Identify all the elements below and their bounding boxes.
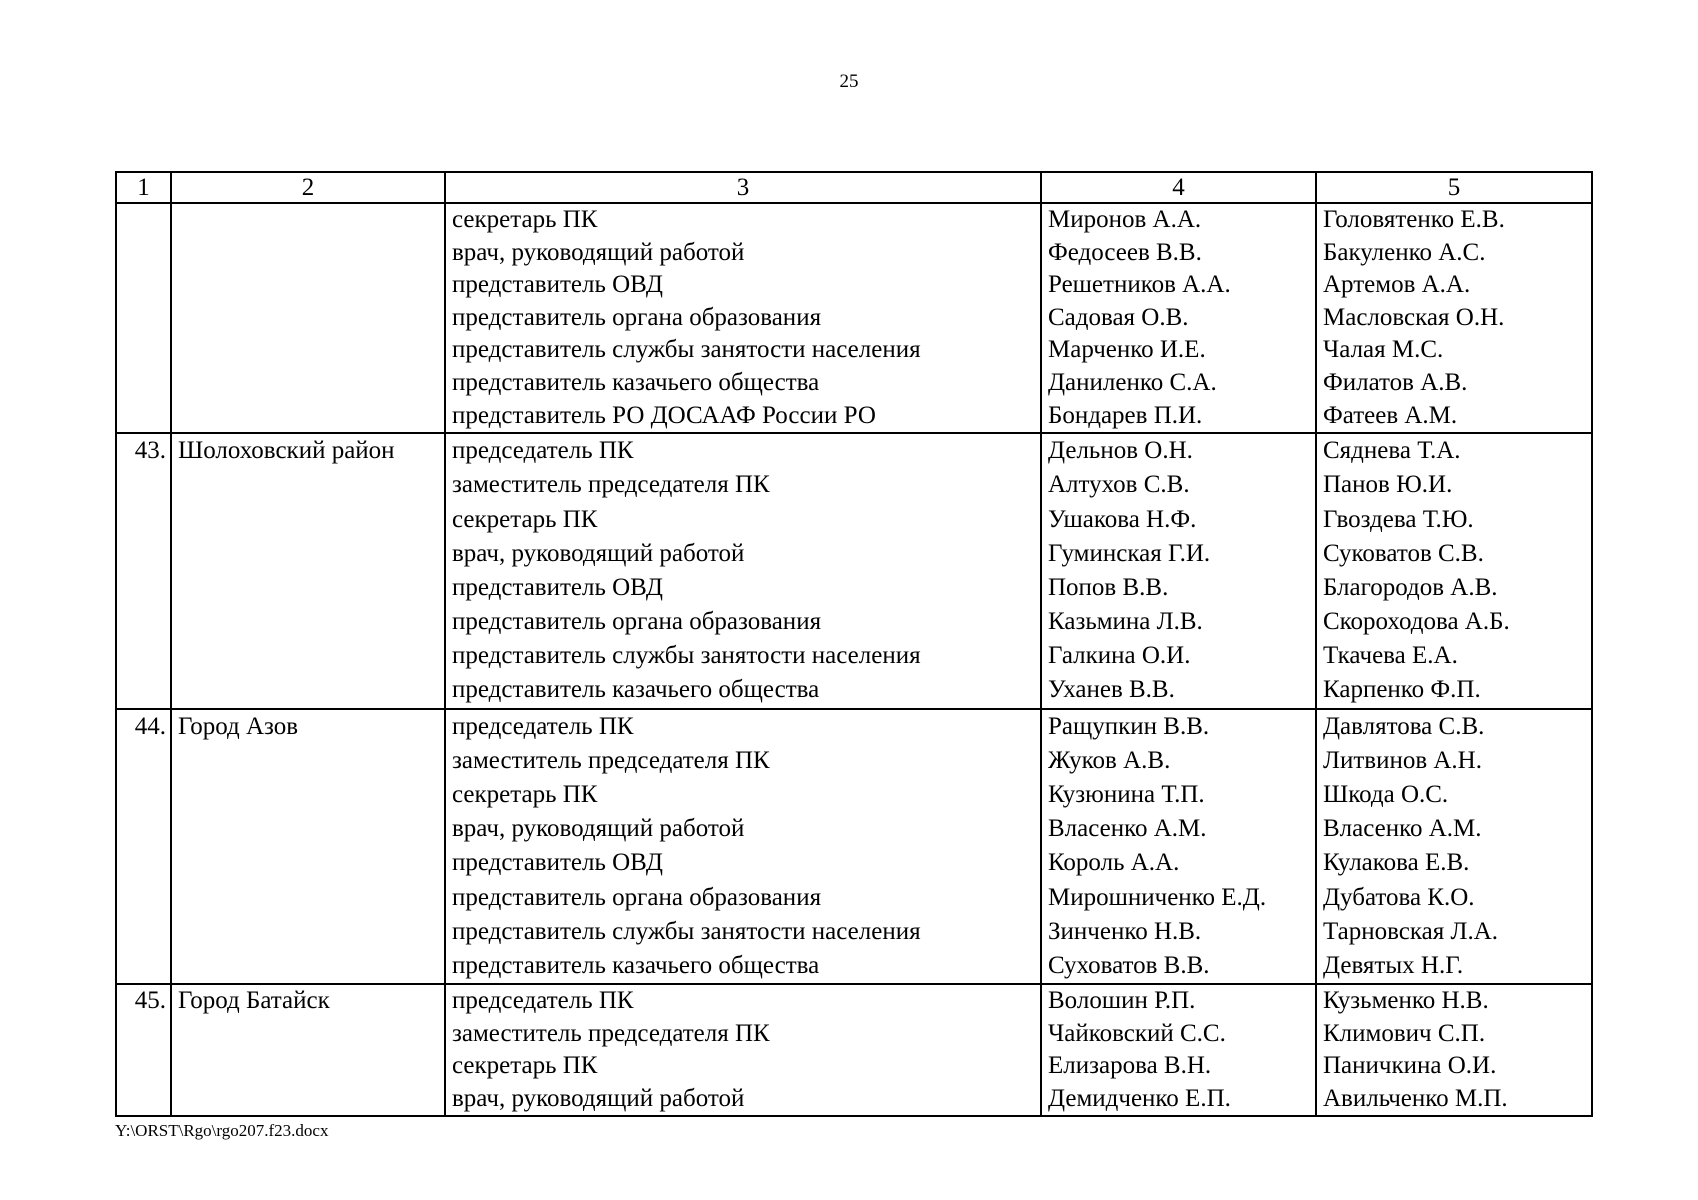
role-text: врач, руководящий работой <box>452 539 745 567</box>
member-name: Жуков А.В. <box>1048 746 1171 774</box>
role-text: представитель ОВД <box>452 849 663 877</box>
role-text: заместитель председателя ПК <box>452 1019 770 1047</box>
reserve-cell <box>1316 709 1592 985</box>
member-name: Казьмина Л.В. <box>1048 608 1203 636</box>
district-group-44 <box>116 709 1592 985</box>
role-text: врач, руководящий работой <box>452 815 745 843</box>
district-cell <box>171 433 445 709</box>
reserve-name: Гвоздева Т.Ю. <box>1323 505 1474 533</box>
member-name: Елизарова В.Н. <box>1048 1052 1212 1080</box>
role-text: представитель службы занятости населения <box>452 917 921 945</box>
district-name: Город Азов <box>178 712 299 740</box>
number-cell <box>116 984 171 1116</box>
member-cell <box>1041 203 1316 433</box>
table-row <box>116 709 1592 985</box>
district-group-43 <box>116 433 1592 709</box>
role-text: заместитель председателя ПК <box>452 471 770 499</box>
reserve-name: Бакуленко А.С. <box>1323 238 1486 266</box>
reserve-name: Чалая М.С. <box>1323 336 1444 364</box>
member-name: Суховатов В.В. <box>1048 951 1210 979</box>
role-text: представитель ОВД <box>452 573 663 601</box>
reserve-name: Фатеев А.М. <box>1323 401 1458 429</box>
reserve-name: Скороходова А.Б. <box>1323 608 1510 636</box>
member-name: Решетников А.А. <box>1048 271 1231 299</box>
table-row <box>116 203 1592 433</box>
role-text: представитель ОВД <box>452 271 663 299</box>
role-text: секретарь ПК <box>452 206 598 233</box>
reserve-name: Давлятова С.В. <box>1323 712 1485 740</box>
district-name: Шолоховский район <box>178 437 395 465</box>
role-text: секретарь ПК <box>452 781 598 809</box>
member-name: Волошин Р.П. <box>1048 987 1196 1015</box>
member-name: Марченко И.Е. <box>1048 336 1206 364</box>
reserve-cell <box>1316 984 1592 1116</box>
district-cell <box>171 984 445 1116</box>
member-name: Мирошниченко Е.Д. <box>1048 883 1267 911</box>
number-cell <box>116 433 171 709</box>
role-text: врач, руководящий работой <box>452 238 745 266</box>
reserve-name: Карпенко Ф.П. <box>1323 676 1481 704</box>
reserve-name: Панов Ю.И. <box>1323 471 1453 499</box>
reserve-name: Паничкина О.И. <box>1323 1052 1497 1080</box>
reserve-name: Ткачева Е.А. <box>1323 642 1458 670</box>
number-cell <box>116 709 171 985</box>
column-header-4: 4 <box>1041 172 1316 203</box>
member-name: Кузюнина Т.П. <box>1048 781 1205 809</box>
role-text: представитель казачьего общества <box>452 951 820 979</box>
row-number: 43. <box>134 437 166 465</box>
role-text: представитель службы занятости населения <box>452 336 921 364</box>
reserve-name: Шкода О.С. <box>1323 781 1449 809</box>
district-name: Город Батайск <box>178 987 330 1015</box>
reserve-name: Сяднева Т.А. <box>1323 437 1461 465</box>
role-text: секретарь ПК <box>452 505 598 533</box>
row-number: 45. <box>134 987 166 1015</box>
member-name: Власенко А.М. <box>1048 815 1207 843</box>
role-text: представитель казачьего общества <box>452 676 820 704</box>
member-name: Демидченко Е.П. <box>1048 1084 1231 1112</box>
district-cell <box>171 203 445 433</box>
row-number: 44. <box>134 712 166 740</box>
reserve-name: Суковатов С.В. <box>1323 539 1484 567</box>
reserve-cell <box>1316 433 1592 709</box>
reserve-name: Благородов А.В. <box>1323 573 1498 601</box>
role-text: председатель ПК <box>452 712 634 740</box>
reserve-name: Тарновская Л.А. <box>1323 917 1498 945</box>
page-number: 25 <box>839 71 859 92</box>
member-name: Миронов А.А. <box>1048 206 1202 233</box>
member-name: Попов В.В. <box>1048 573 1169 601</box>
member-name: Галкина О.И. <box>1048 642 1191 670</box>
role-cell <box>445 709 1041 985</box>
role-text: представитель РО ДОСААФ России РО <box>452 401 876 429</box>
member-name: Ушакова Н.Ф. <box>1048 505 1197 533</box>
role-text: председатель ПК <box>452 437 634 465</box>
district-group-45 <box>116 984 1592 1116</box>
role-text: представитель органа образования <box>452 608 822 636</box>
table-row <box>116 984 1592 1116</box>
member-name: Дельнов О.Н. <box>1048 437 1193 465</box>
member-name: Король А.А. <box>1048 849 1180 877</box>
role-text: представитель органа образования <box>452 883 822 911</box>
table-row <box>116 433 1592 709</box>
role-text: представитель органа образования <box>452 303 822 331</box>
reserve-name: Артемов А.А. <box>1323 271 1471 299</box>
role-text: представитель казачьего общества <box>452 368 820 396</box>
member-name: Бондарев П.И. <box>1048 401 1203 429</box>
reserve-cell <box>1316 203 1592 433</box>
role-text: секретарь ПК <box>452 1052 598 1080</box>
role-cell <box>445 203 1041 433</box>
role-cell <box>445 984 1041 1116</box>
member-cell <box>1041 984 1316 1116</box>
column-header-3: 3 <box>445 172 1041 203</box>
reserve-name: Филатов А.В. <box>1323 368 1468 396</box>
member-name: Гуминская Г.И. <box>1048 539 1211 567</box>
commission-table <box>115 171 1591 1117</box>
reserve-name: Кулакова Е.В. <box>1323 849 1470 877</box>
district-cell <box>171 709 445 985</box>
reserve-name: Литвинов А.Н. <box>1323 746 1482 774</box>
reserve-name: Климович С.П. <box>1323 1019 1486 1047</box>
column-header-2: 2 <box>171 172 445 203</box>
member-name: Ращупкин В.В. <box>1048 712 1210 740</box>
role-text: представитель службы занятости населения <box>452 642 921 670</box>
column-header-1: 1 <box>116 172 171 203</box>
reserve-name: Власенко А.М. <box>1323 815 1482 843</box>
continuation-block <box>116 203 1592 433</box>
member-name: Садовая О.В. <box>1048 303 1189 331</box>
role-text: врач, руководящий работой <box>452 1084 745 1112</box>
member-name: Чайковский С.С. <box>1048 1019 1226 1047</box>
reserve-name: Кузьменко Н.В. <box>1323 987 1489 1015</box>
reserve-name: Девятых Н.Г. <box>1323 951 1464 979</box>
role-text: председатель ПК <box>452 987 634 1015</box>
role-text: заместитель председателя ПК <box>452 746 770 774</box>
file-path-footer: Y:\ORST\Rgo\rgo207.f23.docx <box>115 1121 329 1140</box>
reserve-name: Масловская О.Н. <box>1323 303 1505 331</box>
member-name: Зинченко Н.В. <box>1048 917 1202 945</box>
role-cell <box>445 433 1041 709</box>
member-name: Алтухов С.В. <box>1048 471 1190 499</box>
reserve-name: Дубатова К.О. <box>1323 883 1475 911</box>
member-name: Уханев В.В. <box>1048 676 1175 704</box>
member-cell <box>1041 433 1316 709</box>
number-cell <box>116 203 171 433</box>
member-cell <box>1041 709 1316 985</box>
member-name: Даниленко С.А. <box>1048 368 1217 396</box>
reserve-name: Авильченко М.П. <box>1323 1084 1508 1112</box>
column-header-5: 5 <box>1316 172 1592 203</box>
table-header <box>116 172 1592 203</box>
member-name: Федосеев В.В. <box>1048 238 1202 266</box>
reserve-name: Головятенко Е.В. <box>1323 206 1505 233</box>
